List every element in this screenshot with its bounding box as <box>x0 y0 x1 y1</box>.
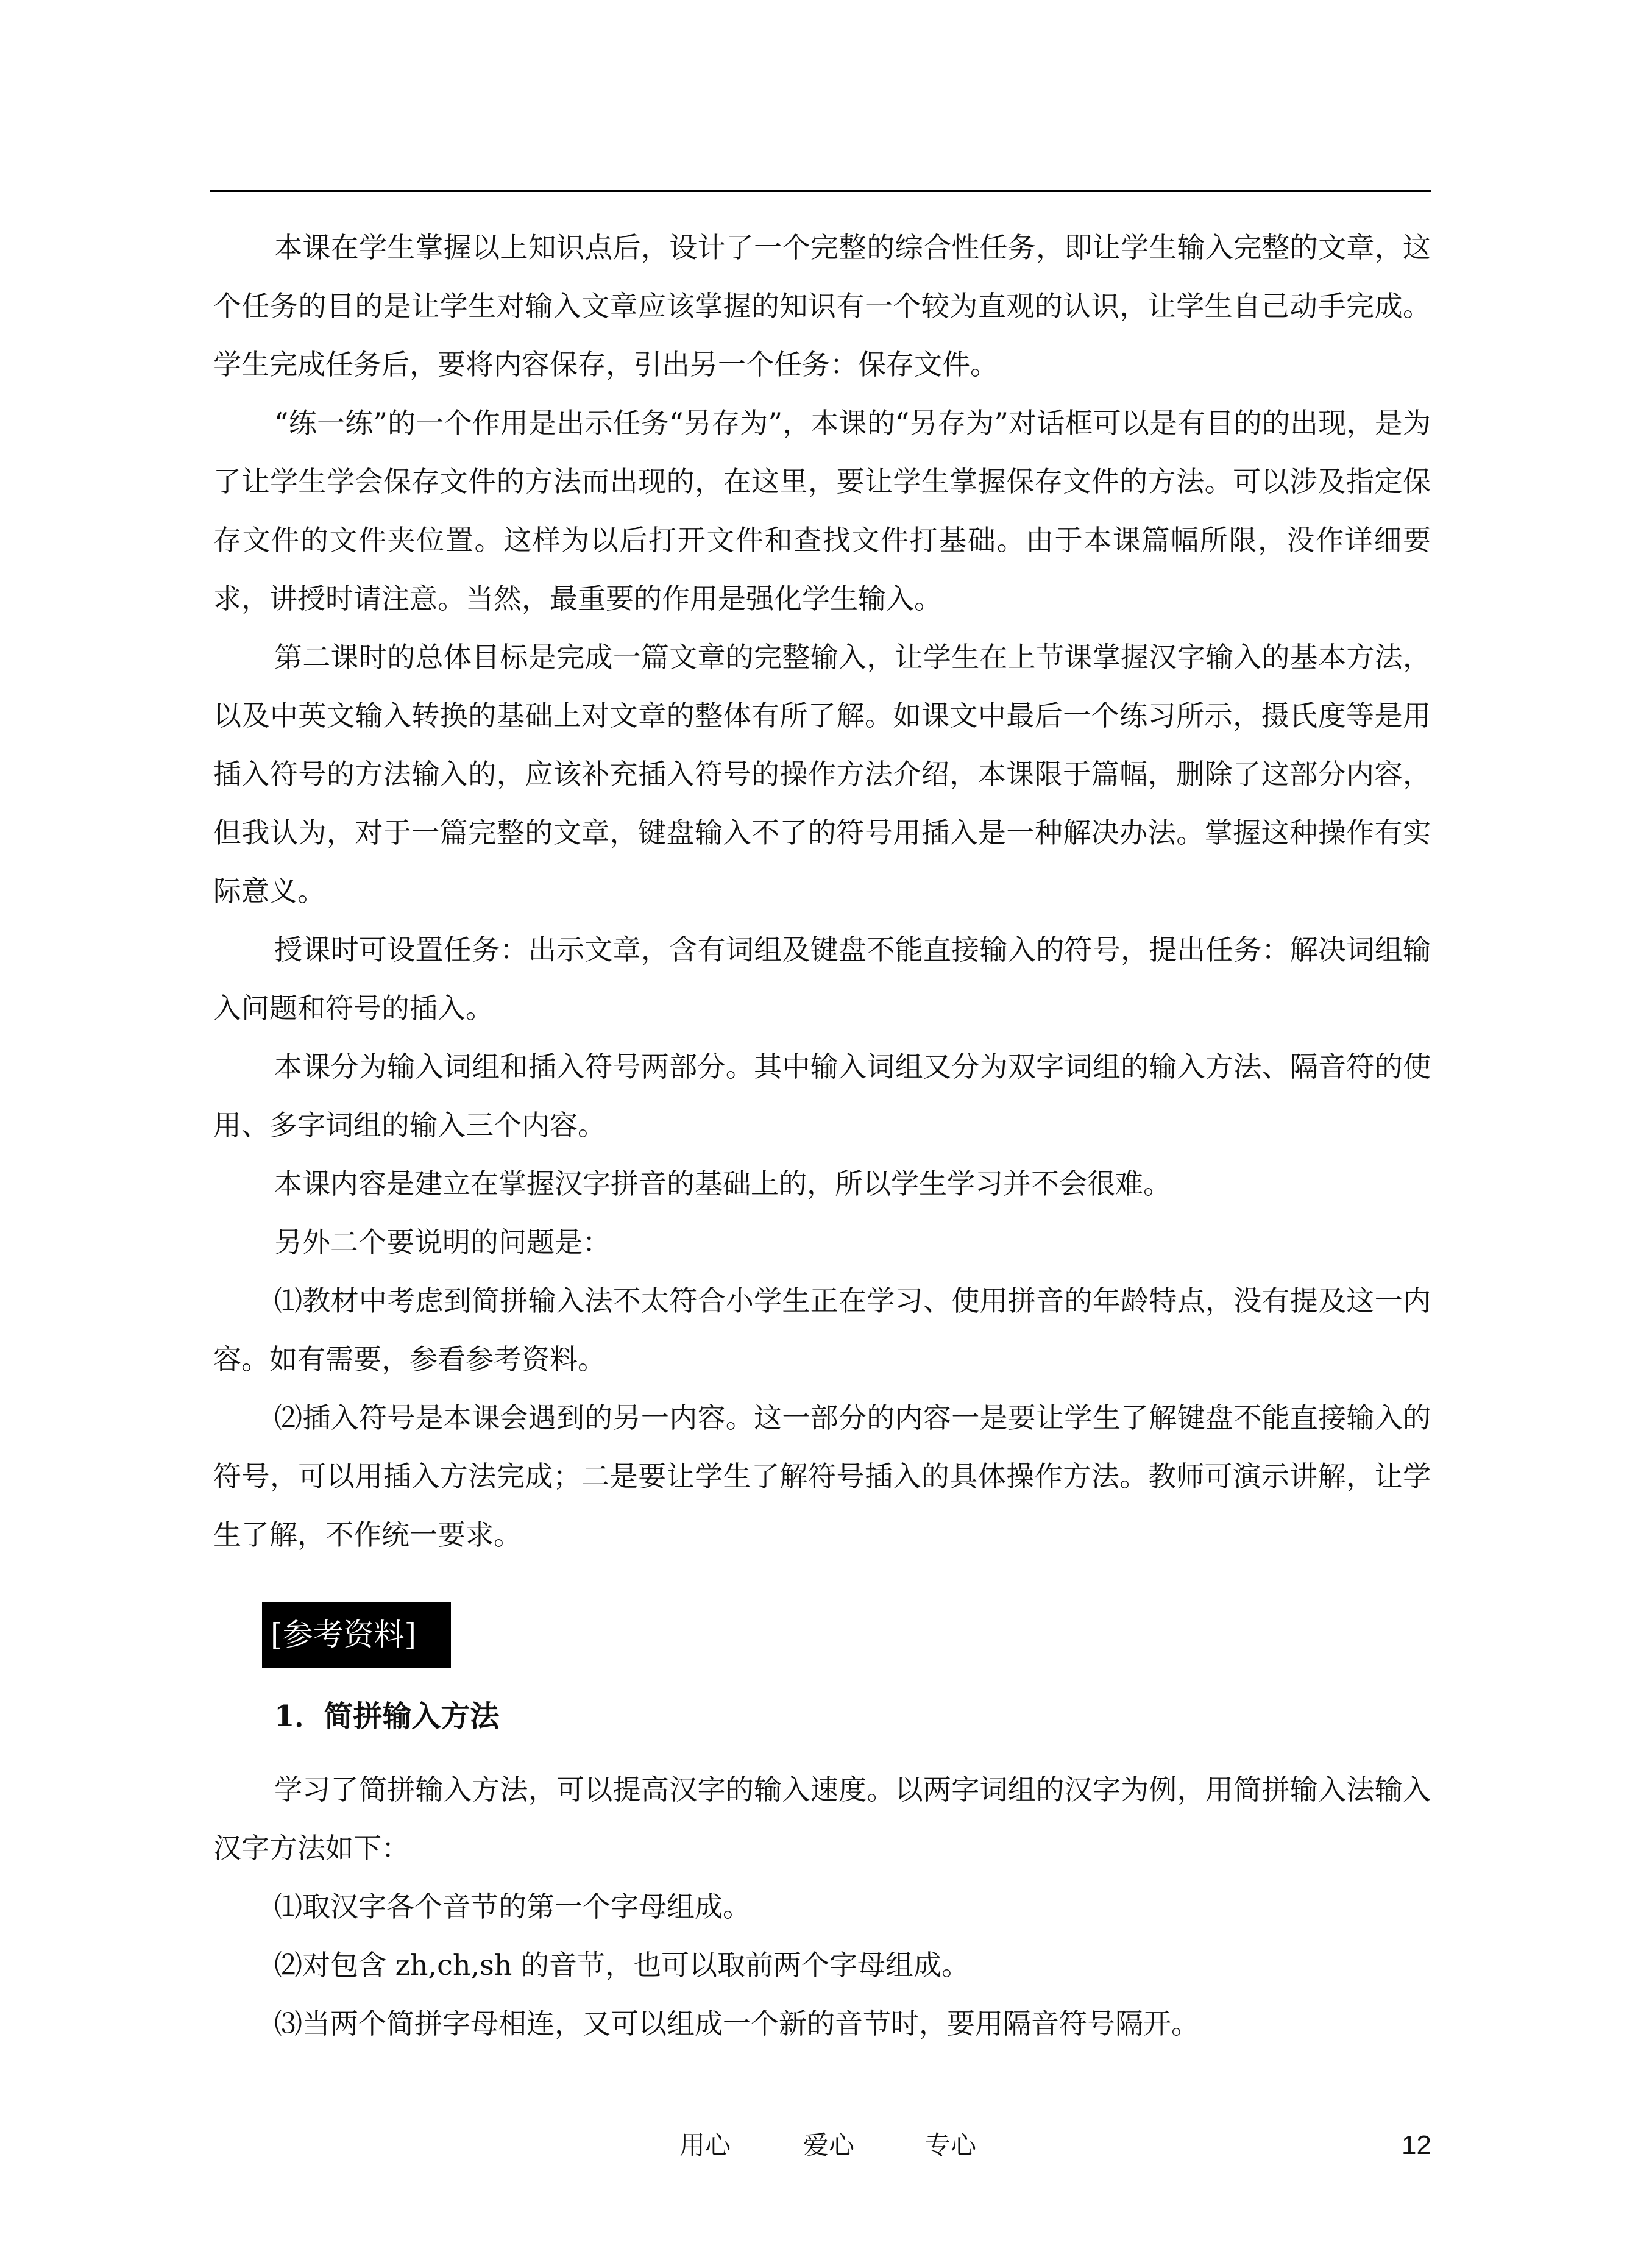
section-heading: 1．简拼输入方法 <box>274 1699 500 1733</box>
paragraph-4: 授课时可设置任务：出示文章，含有词组及键盘不能直接输入的符号，提出任务：解决词组输入问题和符号的插入。 <box>213 933 1431 1025</box>
paragraph-1: 本课在学生掌握以上知识点后，设计了一个完整的综合性任务，即让学生输入完整的文章，这个任务的目的是让学生对输入文章应该掌握的知识有一个较为直观的认识，让学生自己动手完成。学生完成任务后，要将内容保存，引出另一个任务：保存文件。 <box>213 231 1431 381</box>
paragraph-3: 第二课时的总体目标是完成一篇文章的完整输入，让学生在上节课掌握汉字输入的基本方法，以及中英文输入转换的基础上对文章的整体有所了解。如课文中最后一个练习所示，摄氏度等是用插入符号的方法输入的，应该补充插入符号的操作方法介绍，本课限于篇幅，删除了这部分内容，但我认为，对于一篇完整的文章，键盘输入不了的符号用插入是一种解决办法。掌握这种操作有实际意义。 <box>213 641 1431 908</box>
header-rule <box>210 190 1431 192</box>
paragraph-8: ⑴教材中考虑到简拼输入法不太符合小学生正在学习、使用拼音的年龄特点，没有提及这一内容。如有需要，参看参考资料。 <box>213 1284 1431 1376</box>
paragraph-5: 本课分为输入词组和插入符号两部分。其中输入词组又分为双字词组的输入方法、隔音符的使用、多字词组的输入三个内容。 <box>213 1050 1431 1142</box>
body-text <box>213 218 1431 1564</box>
page-number: 12 <box>1402 2130 1431 2160</box>
paragraph-9: ⑵插入符号是本课会遇到的另一内容。这一部分的内容一是要让学生了解键盘不能直接输入的符号，可以用插入方法完成；二是要让学生了解符号插入的具体操作方法。教师可演示讲解，让学生了解，不作统一要求。 <box>213 1401 1431 1551</box>
footer-motto-3: 专心 <box>925 2130 977 2160</box>
paragraph-7: 另外二个要说明的问题是： <box>274 1226 611 1259</box>
footer-motto-1: 用心 <box>679 2130 731 2160</box>
section-paragraph-4: ⑶当两个简拼字母相连，又可以组成一个新的音节时，要用隔音符号隔开。 <box>274 2007 1199 2040</box>
section-paragraph-3: ⑵对包含 zh,ch,sh 的音节，也可以取前两个字母组成。 <box>274 1949 970 1982</box>
footer-motto-2: 爱心 <box>803 2130 855 2160</box>
section-body <box>213 1760 1431 2053</box>
section-paragraph-1: 学习了简拼输入方法，可以提高汉字的输入速度。以两字词组的汉字为例，用简拼输入法输入汉字方法如下： <box>213 1773 1431 1865</box>
reference-badge: [参考资料] <box>262 1602 451 1668</box>
paragraph-6: 本课内容是建立在掌握汉字拼音的基础上的，所以学生学习并不会很难。 <box>274 1167 1171 1200</box>
section-paragraph-2: ⑴取汉字各个音节的第一个字母组成。 <box>274 1890 751 1923</box>
paragraph-2: “练一练”的一个作用是出示任务“另存为”，本课的“另存为”对话框可以是有目的的出现，是为了让学生学会保存文件的方法而出现的，在这里，要让学生掌握保存文件的方法。可以涉及指定保存文件的文件夹位置。这样为以后打开文件和查找文件打基础。由于本课篇幅所限，没作详细要求，讲授时请注意。当然，最重要的作用是强化学生输入。 <box>213 407 1431 615</box>
